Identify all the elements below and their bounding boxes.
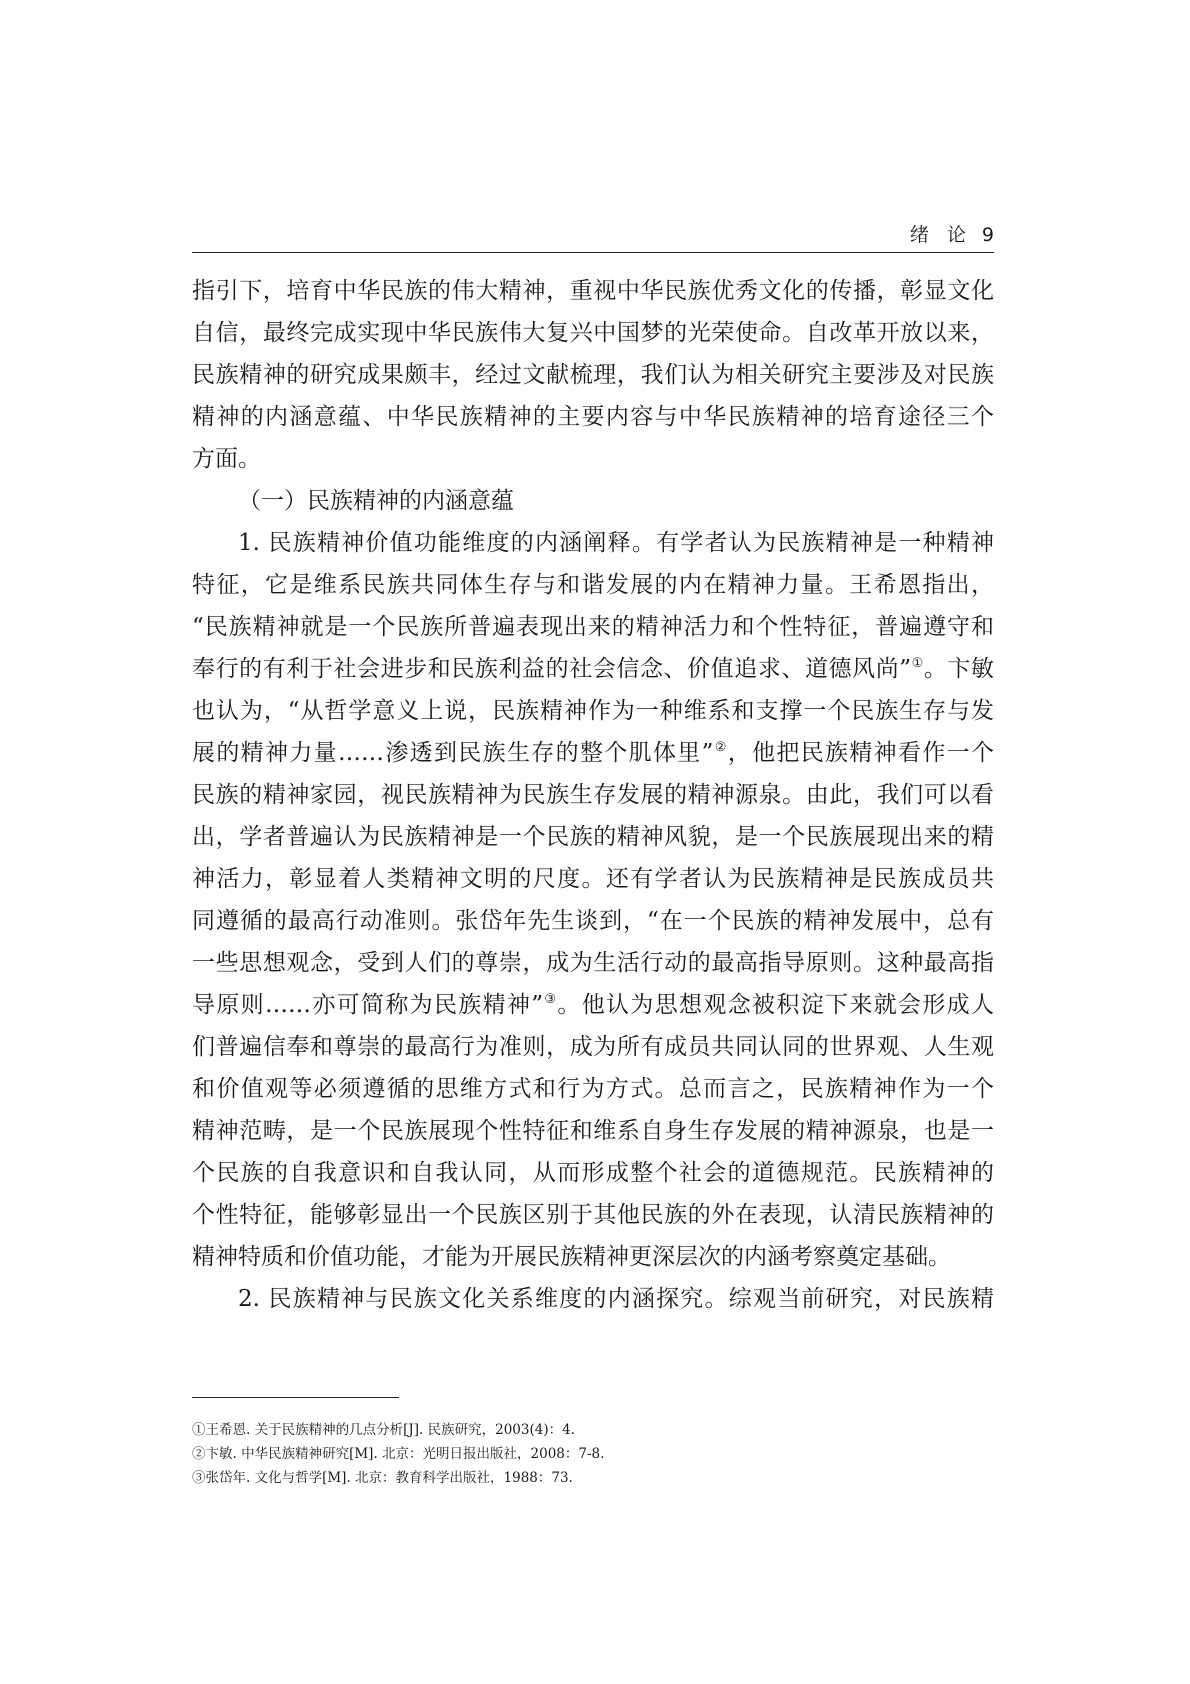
text-line: 个性特征，能够彰显出一个民族区别于其他民族的外在表现，认清民族精神的: [192, 1202, 994, 1228]
footnote-divider: [192, 1397, 399, 1398]
footnote-marker: ②: [713, 740, 728, 755]
body-text: [192, 270, 994, 1320]
text-line: 和价值观等必须遵循的思维方式和行为方式。总而言之，民族精神作为一个: [192, 1076, 994, 1102]
text-line: 同遵循的最高行动准则。张岱年先生谈到，“在一个民族的精神发展中，总有: [192, 908, 994, 934]
section-heading: （一）民族精神的内涵意蕴: [238, 488, 514, 514]
chapter-title: 绪 论: [909, 224, 972, 246]
text-line: [192, 732, 994, 774]
text-line: 特征，它是维系民族共同体生存与和谐发展的内在精神力量。王希恩指出，: [192, 572, 994, 598]
text-line: 精神的内涵意蕴、中华民族精神的主要内容与中华民族精神的培育途径三个: [192, 404, 994, 430]
line-text: 展的精神力量……渗透到民族生存的整个肌体里”: [192, 740, 714, 766]
footnote-marker: ①: [911, 656, 924, 671]
text-line: “民族精神就是一个民族所普遍表现出来的精神活力和个性特征，普遍遵守和: [192, 614, 994, 640]
text-line: 指引下，培育中华民族的伟大精神，重视中华民族优秀文化的传播，彰显文化: [192, 278, 994, 304]
footnote: ②卞敏. 中华民族精神研究[M]. 北京：光明日报出版社，2008：7-8.: [192, 1446, 605, 1462]
text-line: 民族的精神家园，视民族精神为民族生存发展的精神源泉。由此，我们可以看: [192, 782, 994, 808]
text-line: 神活力，彰显着人类精神文明的尺度。还有学者认为民族精神是民族成员共: [192, 866, 994, 892]
text-line: 方面。: [192, 446, 261, 472]
footnote: ①王希恩. 关于民族精神的几点分析[J]. 民族研究，2003(4)：4.: [192, 1422, 575, 1438]
line-text: 。卞敏: [923, 656, 995, 682]
text-line: 2. 民族精神与民族文化关系维度的内涵探究。综观当前研究，对民族精: [238, 1286, 994, 1312]
text-line: 精神范畴，是一个民族展现个性特征和维系自身生存发展的精神源泉，也是一: [192, 1118, 994, 1144]
text-line: 个民族的自我意识和自我认同，从而形成整个社会的道德规范。民族精神的: [192, 1160, 994, 1186]
line-text: 导原则……亦可简称为民族精神”: [192, 992, 544, 1018]
text-line: [192, 984, 994, 1026]
footnotes: [192, 1418, 994, 1490]
footnote: ③张岱年. 文化与哲学[M]. 北京：教育科学出版社，1988：73.: [192, 1470, 573, 1486]
header-text: [910, 220, 994, 247]
text-line: 精神特质和价值功能，才能为开展民族精神更深层次的内涵考察奠定基础。: [192, 1244, 951, 1270]
text-line: 民族精神的研究成果颇丰，经过文献梳理，我们认为相关研究主要涉及对民族: [192, 362, 994, 388]
text-line: 一些思想观念，受到人们的尊崇，成为生活行动的最高指导原则。这种最高指: [192, 950, 994, 976]
text-line: [192, 648, 994, 690]
text-line: 们普遍信奉和尊崇的最高行为准则，成为所有成员共同认同的世界观、人生观: [192, 1034, 994, 1060]
line-text: 。他认为思想观念被积淀下来就会形成人: [557, 992, 995, 1018]
line-text: 奉行的有利于社会进步和民族利益的社会信念、价值追求、道德风尚”: [192, 656, 912, 682]
page-number: 9: [981, 224, 994, 246]
text-line: 自信，最终完成实现中华民族伟大复兴中国梦的光荣使命。自改革开放以来，: [192, 320, 994, 346]
running-header: [192, 218, 994, 253]
text-line: 也认为，“从哲学意义上说，民族精神作为一种维系和支撑一个民族生存与发: [192, 698, 994, 724]
line-text: ，他把民族精神看作一个: [727, 740, 995, 766]
text-line: 出，学者普遍认为民族精神是一个民族的精神风貌，是一个民族展现出来的精: [192, 824, 994, 850]
text-line: 1. 民族精神价值功能维度的内涵阐释。有学者认为民族精神是一种精神: [238, 530, 994, 556]
footnote-marker: ③: [543, 992, 558, 1007]
